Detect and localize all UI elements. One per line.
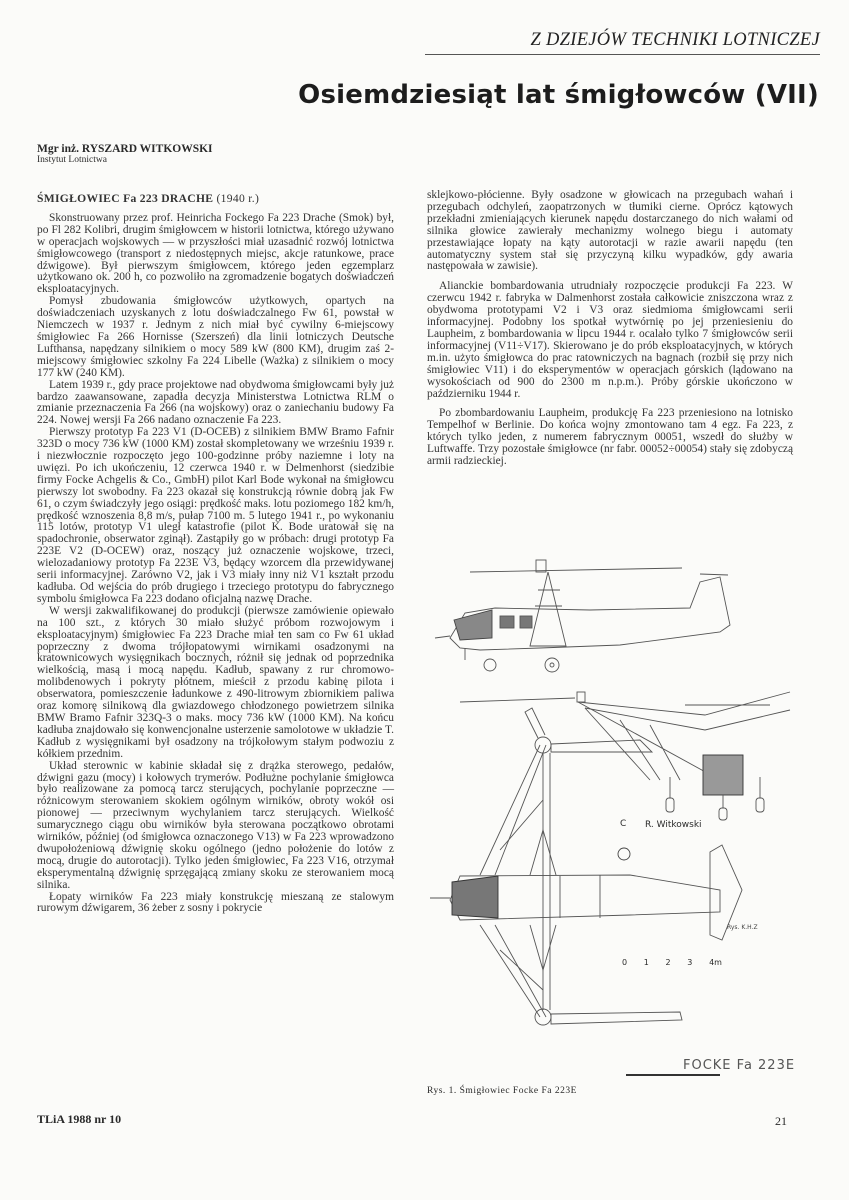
paragraph: Układ sterownic w kabinie składał się z drążka sterowego, pedałów, dźwigni gazu (mocy) i kołowych trymerów. Podłużne pochylanie śmigłowca było realizowane za pomocą tarcz sterujących, pochylanie poprzeczne — różnicowym sterowaniem skokiem ogólnym wirników, obroty wokół osi pionowej — przeciwnym wychylaniem tarcz sterujących. Wielkość sumarycznego ciągu obu wirników była sterowana początkowo obrotami wirników, później (od śmigłowca oznaczonego V13) w Fa 223 wprowadzono dwupołożeniową dźwignię skoku ogólnego (jedno położenie do lotów z mocą, drugie do autorotacji). Tylko jeden śmigłowiec, Fa 223 V16, otrzymał eksperymentalną dźwignię sprzęgającą zmiany skoku ze sterowaniem mocą silnika.: [37, 759, 394, 891]
copyright-icon: [618, 848, 630, 860]
scale-labels: [622, 958, 722, 967]
paragraph: Łopaty wirników Fa 223 miały konstrukcję mieszaną ze stalowym rurowym dźwigarem, 36 żeber z sosny i pokrycie: [37, 890, 394, 915]
subheading: [37, 193, 394, 205]
subheading-year: (1940 r.): [216, 192, 260, 205]
paragraph: Po zbombardowaniu Laupheim, produkcję Fa 223 przeniesiono na lotnisko Tempelhof w Berlinie. Do końca wojny zmontowano tam 4 egz. Fa 223, z których tylko jeden, z numerem fabrycznym 00051, wszedł do służby w Luftwaffe. Trzy pozostałe śmigłowce (nr fabr. 00052÷00054) stały się zdobyczą armii radzieckiej.: [427, 407, 793, 468]
paragraph: Skonstruowany przez prof. Heinricha Fockego Fa 223 Drache (Smok) był, po Fl 282 Kolibri, drugim śmigłowcem w historii lotnictwa, którego używano w operacjach wojskowych — w przyszłości miał uzasadnić rozwój lotnictwa śmigłowcowego (transport z niedostępnych miejsc, akcje ratunkowe, prace dźwigowe). Był pierwszym śmigłowcem, którego jeden egzemplarz użytkowano ok. 200 h, co pozwoliło na zgromadzenie bogatych doświadczeń eksploatacyjnych.: [37, 211, 394, 296]
paragraph: Alianckie bombardowania utrudniały rozpoczęcie produkcji Fa 223. W czerwcu 1942 r. fabryka w Dalmenhorst została całkowicie zniszczona wraz z obydwoma prototypami V2 i V3 oraz siedmioma śmigłowcami serii informacyjnej. Podobny los spotkał wytwórnię po jej przeniesieniu do Laupheim, z bombardowania w lipcu 1944 r. ocalało tylko 7 śmigłowców serii informacyjnej (V11÷V17). Skierowano je do prób eksploatacyjnych, w których m.in. użyto śmigłowca do prac ratowniczych na bagnach (rozbił się przy nich śmigłowiec V11) i do eksperymentów w operacjach górskich (lądowano na wysokościach od 900 do 2300 m n.p.m.). Próby górskie ukończono w październiku 1944 r.: [427, 280, 793, 400]
window: [500, 616, 514, 628]
page-number: 21: [775, 1114, 787, 1128]
rotor-blade-top: [480, 925, 546, 1017]
cockpit-top: [452, 876, 498, 918]
outrigger-front: [578, 692, 790, 730]
subheading-text: ŚMIGŁOWIEC Fa 223 DRACHE: [37, 192, 214, 205]
author-institution: Instytut Lotnictwa: [37, 155, 107, 165]
model-label: FOCKE Fa 223E: [683, 1058, 796, 1073]
copyright-symbol: C: [620, 819, 627, 829]
paragraph: sklejkowo-płócienne. Były osadzone w głowicach na przegubach wahań i przegubach odchyleń, zaopatrzonych w tłumiki cierne. Oprócz kątowych przekładni zmieniających kierunek napędu dostarczanego do nich wałami od silnika głowice zawierały mechanizmy wolnego biegu i automaty przestawiające łopaty na kąty autorotacji w razie awarii napędu (ten automatyczny system stał się przyczyną kilku wypadków, gdy awaria następowała w zawisie).: [427, 189, 793, 273]
tailplane: [700, 574, 728, 575]
wheel-front: [719, 808, 727, 820]
right-column: [427, 190, 793, 468]
paragraph: Pierwszy prototyp Fa 223 V1 (D-OCEB) z silnikiem BMW Bramo Fafnir 323D o mocy 736 kW (1000 KM) został skompletowany we wrześniu 1939 r. i niezwłocznie rozpoczęto jego 100-godzinne próby naziemne i loty na uwięzi. Po ich ukończeniu, 12 czerwca 1940 r. w Delmenhorst (siedzibie firmy Focke Achgelis & Co., GmbH) pilot Karl Bode wykonał na śmigłowcu pierwszy lot swobodny. Fa 223 okazał się konstrukcją równie dobrą jak Fw 61, o czym świadczyły jego osiągi: prędkość maks. lotu poziomego 182 km/h, prędkość wznoszenia 8,8 m/s, pułap 7100 m. 5 lutego 1941 r., po wykonaniu 115 lotów, prototyp V1 uległ katastrofie (pilot K. Bode uratował się na spadochronie, obserwator zginął). Zastąpiły go w próbach: drugi prototyp Fa 223E V2 (D-OCEW) oraz, noszący już oznaczenie wojskowe, trzeci, wielozadaniowy prototyp Fa 223E V3, będący wzorcem dla przewidywanej serii informacyjnej. Zarówno V2, jak i V3 miały inny niż V1 kształt przodu kadłuba. Od wejścia do prób drugiego i trzeciego prototypu do fabrycznego symbolu śmigłowca Fa 223 dodano oficjalną nazwę Drache.: [37, 426, 394, 605]
left-column: [37, 193, 394, 915]
section-header: Z DZIEJÓW TECHNIKI LOTNICZEJ: [425, 30, 820, 55]
scale-label: 3: [687, 958, 693, 967]
top-view: [430, 708, 742, 1075]
helicopter-drawing: [420, 530, 830, 1090]
paragraph: Latem 1939 r., gdy prace projektowe nad obydwoma śmigłowcami były już bardzo zaawansowane, zapadła decyzja Ministerstwa Lotnictwa RLM o zmianie przeznaczenia Fa 266 (na wojskowy) oraz o zaniechaniu budowy Fa 224. Nowej wersji Fa 266 nadano oznaczenie Fa 223.: [37, 378, 394, 427]
rotor-blade-top: [551, 1012, 682, 1024]
scale-label: 2: [665, 958, 671, 967]
nose-wheel: [484, 659, 496, 671]
journal-issue: TLiA 1988 nr 10: [37, 1112, 122, 1126]
main-wheel: [545, 658, 559, 672]
author-name: Mgr inż. RYSZARD WITKOWSKI: [37, 143, 213, 155]
paragraph: W wersji zakwalifikowanej do produkcji (pierwsze zamówienie opiewało na 100 szt., z których 30 miało służyć próbom rozwojowym i eksploatacyjnym) śmigłowiec Fa 223 Drache miał ten sam co Fw 61 układ poprzeczny z dwoma trójłopatowymi wirnikami osadzonymi na kratownicowych wysięgnikach bocznych, różnił się jednak od poprzednika wielkością, masą i mocą napędu. Kadłub, spawany z rur chromowo-molibdenowych i pokryty płótnem, mieścił z przodu kabinę pilota i obserwatora, pomieszczenie ładunkowe z 490-litrowym zbiornikiem paliwa oraz komorę silnikową dla gwiazdowego chłodzonego powietrzem silnika BMW Bramo Fafnir 323Q-3 o maks. mocy 736 kW (1000 KM). Na końcu kadłuba znajdowało się konwencjonalne usterzenie samolotowe w układzie T. Kadłub z wysięgnikami był osadzony na trójkołowym stałym podwoziu z kółkiem przednim.: [37, 604, 394, 760]
rotor-blade-side: [470, 568, 682, 572]
scale-label: 4m: [709, 958, 722, 967]
front-view: [460, 692, 790, 820]
drawing-credit: R. Witkowski: [645, 820, 702, 830]
cockpit-glazing: [454, 610, 492, 640]
side-view: [435, 560, 730, 672]
figure-caption: Rys. 1. Śmigłowiec Focke Fa 223E: [427, 1086, 577, 1096]
scale-label: 0: [622, 958, 628, 967]
article-title: Osiemdziesiąt lat śmigłowców (VII): [298, 80, 819, 110]
window: [520, 616, 532, 628]
pitot-tube: [435, 636, 450, 638]
author-block: [37, 143, 213, 165]
wheel-front: [756, 798, 764, 812]
wheel-front: [666, 798, 674, 812]
paragraph: Pomysł zbudowania śmigłowców użytkowych, opartych na doświadczeniach uzyskanych z lotu doświadczalnego Fw 61, powstał w Niemczech w 1937 r. Jednym z nich miał być cywilny 6-miejscowy śmigłowiec Fa 266 Hornisse (Szerszeń) dla linii lotniczych Deutsche Lufthansa, napędzany silnikiem o mocy 589 kW (800 KM), drugim zaś 2-miejscowy śmigłowiec szkolny Fa 224 Libelle (Ważka) z silnikiem o mocy 177 kW (240 KM).: [37, 295, 394, 379]
fuselage-front: [703, 755, 743, 795]
scale-label: 1: [643, 958, 649, 967]
drawn-by-label: Rys. K.H.Z: [727, 924, 758, 931]
